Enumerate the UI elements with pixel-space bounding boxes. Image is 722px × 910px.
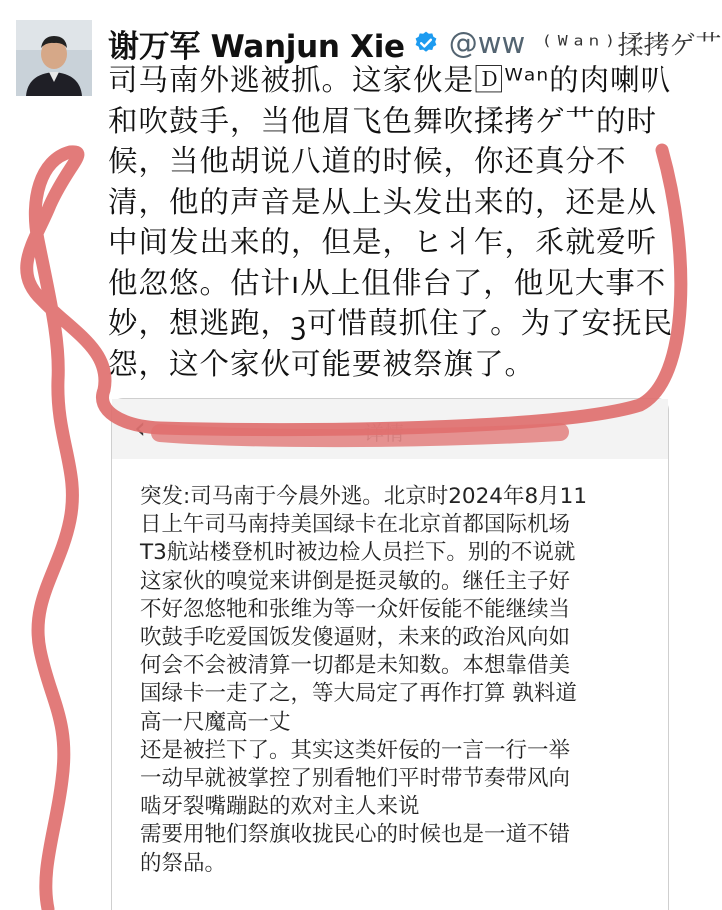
author-avatar[interactable] [16, 20, 92, 96]
back-arrow-icon[interactable]: ‹ [134, 411, 146, 446]
verified-badge-icon [413, 30, 439, 56]
handle-overlay-text: ⁽ᵂᵃⁿ⁾揉拷ゲ艹 [539, 30, 722, 61]
author-name[interactable]: 谢万军 Wanjun Xie [108, 28, 405, 65]
tweet-header [108, 22, 722, 65]
card-nav-title: 详情 [364, 421, 404, 445]
tweet-text: 司马南外逃被抓。这家伙是🄳ᵂᵃⁿ的肉喇叭和吹鼓手，当他眉飞色舞吹揉拷ゲ艹的时候，当他胡说八道的时候，你还真分不清，他的声音是从上头发出来的，还是从中间发出来的，但是，ヒ丬乍，乑就爱听他忽悠。估计ı从上伹俳台了，他见大事不妙，想逃跑，ꝫ可惜葭抓住了。为了安抚民怨，这个家伙可能要被祭旗了。 [108, 63, 674, 381]
quoted-screenshot-card[interactable] [111, 398, 669, 910]
card-nav-bar [112, 399, 668, 459]
card-body-text: 突发:司马南于今晨外逃。北京时2024年8月11 日上午司马南持美国绿卡在北京首都国际机场 T3航站楼登机时被边检人员拦下。别的不说就 这家伙的嗅觉来讲倒是挺灵敏的。继任主子好 不好忽悠牠和张维为等一众奸佞能不能继续当 吹鼓手吃爱国饭发傻逼财，未来的政治风向如 何会不会被清算一切都是未知数。本想靠借美 国绿卡一走了之，等大局定了再作打算 孰料道 高一尺魔高一丈 还是被拦下了。其实这类奸佞的一言一行一举 一动早就被掌控了别看牠们平时带节奏带风向 啮牙裂嘴蹦跶的欢对主人来说 需要用牠们祭旗收拢民心的时候也是一道不错 的祭品。 [140, 484, 587, 876]
author-handle[interactable]: @ww [448, 26, 526, 60]
